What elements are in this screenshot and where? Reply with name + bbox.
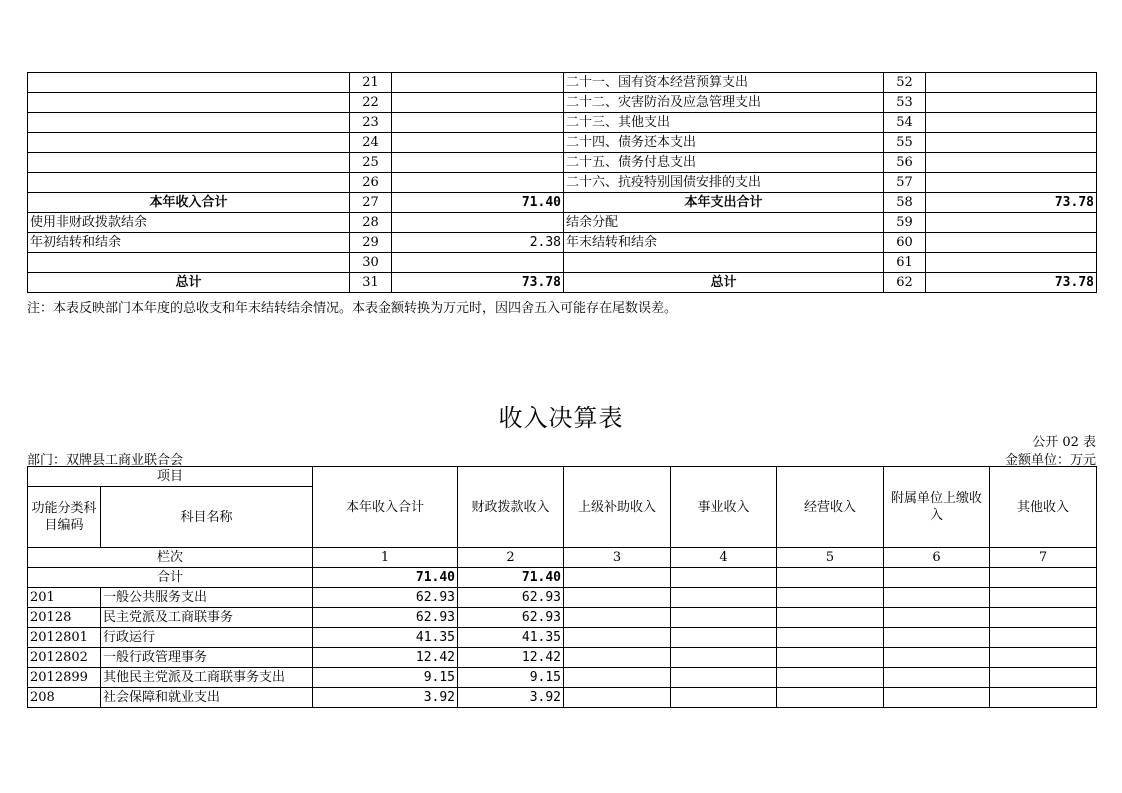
empty-cell bbox=[884, 648, 990, 668]
name-cell: 其他民主党派及工商联事务支出 bbox=[101, 668, 313, 688]
empty-cell bbox=[990, 568, 1097, 588]
table-note: 注：本表反映部门本年度的总收支和年末结转结余情况。本表金额转换为万元时，因四舍五入可能存在尾数误差。 bbox=[27, 301, 678, 316]
header-item: 项目 bbox=[28, 467, 313, 487]
left-label-cell bbox=[28, 153, 350, 173]
empty-cell bbox=[777, 648, 884, 668]
left-number-cell: 27 bbox=[350, 193, 392, 213]
header-total: 本年收入合计 bbox=[313, 467, 458, 548]
empty-cell bbox=[671, 688, 777, 708]
table-row bbox=[28, 233, 1097, 253]
right-amount-cell bbox=[926, 73, 1097, 93]
unit-label: 金额单位：万元 bbox=[1004, 453, 1096, 468]
total-row bbox=[28, 568, 1097, 588]
right-label-cell bbox=[564, 253, 884, 273]
total-amount-cell: 71.40 bbox=[313, 568, 458, 588]
left-amount-cell bbox=[392, 133, 564, 153]
summary-table bbox=[27, 72, 1097, 293]
right-number-cell: 55 bbox=[884, 133, 926, 153]
total-fiscal-cell: 71.40 bbox=[458, 568, 564, 588]
table-row bbox=[28, 113, 1097, 133]
header-business: 事业收入 bbox=[671, 467, 777, 548]
left-number-cell: 30 bbox=[350, 253, 392, 273]
amount-cell: 41.35 bbox=[313, 628, 458, 648]
right-number-cell: 53 bbox=[884, 93, 926, 113]
right-label-cell: 总计 bbox=[564, 273, 884, 293]
right-label-cell: 二十四、债务还本支出 bbox=[564, 133, 884, 153]
left-amount-cell bbox=[392, 113, 564, 133]
empty-cell bbox=[564, 568, 671, 588]
total-label: 合计 bbox=[28, 568, 313, 588]
left-label-cell: 本年收入合计 bbox=[28, 193, 350, 213]
left-label-cell: 使用非财政拨款结余 bbox=[28, 213, 350, 233]
table-row bbox=[28, 153, 1097, 173]
right-number-cell: 52 bbox=[884, 73, 926, 93]
left-number-cell: 29 bbox=[350, 233, 392, 253]
empty-cell bbox=[671, 668, 777, 688]
empty-cell bbox=[564, 588, 671, 608]
empty-cell bbox=[777, 688, 884, 708]
right-number-cell: 58 bbox=[884, 193, 926, 213]
code-cell: 208 bbox=[28, 688, 101, 708]
name-cell: 一般公共服务支出 bbox=[101, 588, 313, 608]
fiscal-cell: 12.42 bbox=[458, 648, 564, 668]
empty-cell bbox=[564, 668, 671, 688]
table-row bbox=[28, 193, 1097, 213]
right-amount-cell: 73.78 bbox=[926, 193, 1097, 213]
table-row bbox=[28, 273, 1097, 293]
empty-cell bbox=[564, 688, 671, 708]
page-title: 收入决算表 bbox=[498, 404, 624, 432]
left-label-cell: 年初结转和结余 bbox=[28, 233, 350, 253]
name-cell: 一般行政管理事务 bbox=[101, 648, 313, 668]
empty-cell bbox=[990, 688, 1097, 708]
header-other: 其他收入 bbox=[990, 467, 1097, 548]
table-row bbox=[28, 688, 1097, 708]
right-label-cell: 二十二、灾害防治及应急管理支出 bbox=[564, 93, 884, 113]
left-number-cell: 21 bbox=[350, 73, 392, 93]
table-row bbox=[28, 588, 1097, 608]
right-label-cell: 二十六、抗疫特别国债安排的支出 bbox=[564, 173, 884, 193]
fiscal-cell: 62.93 bbox=[458, 608, 564, 628]
code-cell: 2012802 bbox=[28, 648, 101, 668]
empty-cell bbox=[671, 628, 777, 648]
left-label-cell: 总计 bbox=[28, 273, 350, 293]
code-cell: 2012899 bbox=[28, 668, 101, 688]
empty-cell bbox=[884, 608, 990, 628]
right-label-cell: 二十五、债务付息支出 bbox=[564, 153, 884, 173]
right-amount-cell bbox=[926, 253, 1097, 273]
header-affiliated: 附属单位上缴收入 bbox=[884, 467, 990, 548]
name-cell: 行政运行 bbox=[101, 628, 313, 648]
empty-cell bbox=[884, 688, 990, 708]
empty-cell bbox=[990, 648, 1097, 668]
left-label-cell bbox=[28, 93, 350, 113]
code-cell: 20128 bbox=[28, 608, 101, 628]
left-number-cell: 22 bbox=[350, 93, 392, 113]
table-row bbox=[28, 213, 1097, 233]
column-number-cell: 6 bbox=[884, 548, 990, 568]
amount-cell: 62.93 bbox=[313, 588, 458, 608]
income-table bbox=[27, 466, 1097, 708]
header-code: 功能分类科目编码 bbox=[28, 487, 101, 548]
table-row bbox=[28, 648, 1097, 668]
table-row bbox=[28, 173, 1097, 193]
amount-cell: 62.93 bbox=[313, 608, 458, 628]
amount-cell: 12.42 bbox=[313, 648, 458, 668]
header-fiscal: 财政拨款收入 bbox=[458, 467, 564, 548]
column-row-label: 栏次 bbox=[28, 548, 313, 568]
right-amount-cell: 73.78 bbox=[926, 273, 1097, 293]
empty-cell bbox=[671, 568, 777, 588]
column-number-cell: 7 bbox=[990, 548, 1097, 568]
column-number-cell: 3 bbox=[564, 548, 671, 568]
header-name: 科目名称 bbox=[101, 487, 313, 548]
left-number-cell: 28 bbox=[350, 213, 392, 233]
column-number-row bbox=[28, 548, 1097, 568]
column-number-cell: 4 bbox=[671, 548, 777, 568]
fiscal-cell: 41.35 bbox=[458, 628, 564, 648]
header-superior: 上级补助收入 bbox=[564, 467, 671, 548]
empty-cell bbox=[990, 628, 1097, 648]
right-amount-cell bbox=[926, 153, 1097, 173]
table-row bbox=[28, 73, 1097, 93]
right-number-cell: 59 bbox=[884, 213, 926, 233]
left-amount-cell bbox=[392, 73, 564, 93]
empty-cell bbox=[564, 608, 671, 628]
left-amount-cell bbox=[392, 173, 564, 193]
left-label-cell bbox=[28, 133, 350, 153]
right-label-cell: 年末结转和结余 bbox=[564, 233, 884, 253]
name-cell: 民主党派及工商联事务 bbox=[101, 608, 313, 628]
left-amount-cell: 71.40 bbox=[392, 193, 564, 213]
department-label: 部门：双牌县工商业联合会 bbox=[27, 453, 184, 468]
left-amount-cell: 73.78 bbox=[392, 273, 564, 293]
fiscal-cell: 3.92 bbox=[458, 688, 564, 708]
right-amount-cell bbox=[926, 133, 1097, 153]
left-number-cell: 31 bbox=[350, 273, 392, 293]
table-row bbox=[28, 608, 1097, 628]
column-number-cell: 2 bbox=[458, 548, 564, 568]
right-amount-cell bbox=[926, 113, 1097, 133]
amount-cell: 3.92 bbox=[313, 688, 458, 708]
table-row bbox=[28, 668, 1097, 688]
right-amount-cell bbox=[926, 233, 1097, 253]
empty-cell bbox=[671, 608, 777, 628]
code-cell: 2012801 bbox=[28, 628, 101, 648]
empty-cell bbox=[777, 568, 884, 588]
right-label-cell: 本年支出合计 bbox=[564, 193, 884, 213]
table-row bbox=[28, 133, 1097, 153]
right-amount-cell bbox=[926, 93, 1097, 113]
left-label-cell bbox=[28, 253, 350, 273]
code-cell: 201 bbox=[28, 588, 101, 608]
column-number-cell: 1 bbox=[313, 548, 458, 568]
left-number-cell: 25 bbox=[350, 153, 392, 173]
right-label-cell: 二十一、国有资本经营预算支出 bbox=[564, 73, 884, 93]
header-operating: 经营收入 bbox=[777, 467, 884, 548]
right-label-cell: 二十三、其他支出 bbox=[564, 113, 884, 133]
empty-cell bbox=[777, 628, 884, 648]
name-cell: 社会保障和就业支出 bbox=[101, 688, 313, 708]
empty-cell bbox=[671, 588, 777, 608]
empty-cell bbox=[990, 668, 1097, 688]
left-number-cell: 26 bbox=[350, 173, 392, 193]
right-number-cell: 60 bbox=[884, 233, 926, 253]
left-number-cell: 24 bbox=[350, 133, 392, 153]
empty-cell bbox=[777, 668, 884, 688]
right-amount-cell bbox=[926, 213, 1097, 233]
empty-cell bbox=[564, 648, 671, 668]
column-number-cell: 5 bbox=[777, 548, 884, 568]
right-amount-cell bbox=[926, 173, 1097, 193]
fiscal-cell: 9.15 bbox=[458, 668, 564, 688]
empty-cell bbox=[777, 588, 884, 608]
empty-cell bbox=[884, 668, 990, 688]
fiscal-cell: 62.93 bbox=[458, 588, 564, 608]
left-label-cell bbox=[28, 173, 350, 193]
left-label-cell bbox=[28, 73, 350, 93]
header-row bbox=[28, 467, 1097, 487]
empty-cell bbox=[884, 628, 990, 648]
left-number-cell: 23 bbox=[350, 113, 392, 133]
left-amount-cell: 2.38 bbox=[392, 233, 564, 253]
right-label-cell: 结余分配 bbox=[564, 213, 884, 233]
right-number-cell: 57 bbox=[884, 173, 926, 193]
empty-cell bbox=[777, 608, 884, 628]
table-row bbox=[28, 253, 1097, 273]
left-label-cell bbox=[28, 113, 350, 133]
right-number-cell: 56 bbox=[884, 153, 926, 173]
table-row bbox=[28, 93, 1097, 113]
empty-cell bbox=[671, 648, 777, 668]
left-amount-cell bbox=[392, 213, 564, 233]
right-number-cell: 54 bbox=[884, 113, 926, 133]
empty-cell bbox=[564, 628, 671, 648]
right-number-cell: 61 bbox=[884, 253, 926, 273]
amount-cell: 9.15 bbox=[313, 668, 458, 688]
form-number: 公开 02 表 bbox=[1032, 435, 1096, 450]
left-amount-cell bbox=[392, 253, 564, 273]
empty-cell bbox=[884, 588, 990, 608]
empty-cell bbox=[990, 588, 1097, 608]
left-amount-cell bbox=[392, 153, 564, 173]
left-amount-cell bbox=[392, 93, 564, 113]
right-number-cell: 62 bbox=[884, 273, 926, 293]
empty-cell bbox=[990, 608, 1097, 628]
empty-cell bbox=[884, 568, 990, 588]
table-row bbox=[28, 628, 1097, 648]
